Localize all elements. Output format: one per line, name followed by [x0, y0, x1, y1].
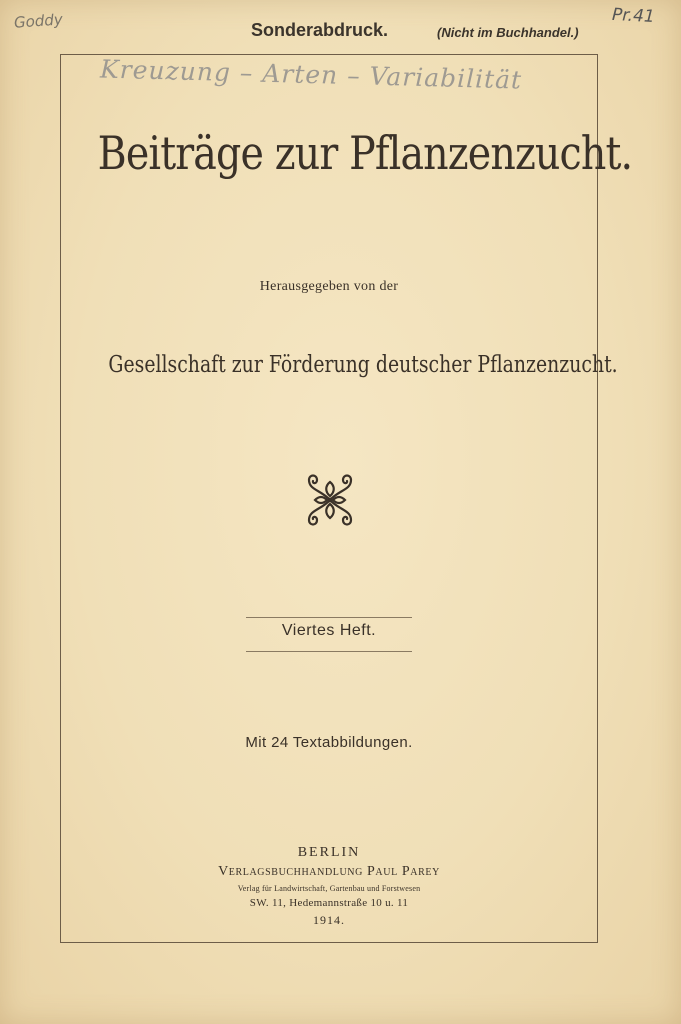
- published-by-line: Herausgegeben von der: [259, 279, 399, 294]
- handwritten-pencil-note: Kreuzung – Arten – Variabilität: [99, 54, 523, 95]
- sonderabdruck-label: Sonderabdruck.: [251, 20, 389, 40]
- society-name: Gesellschaft zur Förderung deutscher Pflanzenzucht.: [108, 352, 618, 378]
- ornament-icon: [303, 472, 357, 528]
- handwritten-shelfmark: Pr.41: [611, 4, 656, 28]
- imprint-city: BERLIN: [297, 845, 361, 860]
- imprint-year: 1914.: [313, 913, 345, 927]
- heft-rule-bottom: [246, 651, 412, 652]
- illustrations-note: Mit 24 Textabbildungen.: [245, 734, 413, 751]
- handwritten-mark-top-left: Goddy: [13, 10, 64, 32]
- imprint-publisher-subtitle: Verlag für Landwirtschaft, Gartenbau und Forstwesen: [237, 884, 421, 893]
- not-for-sale-label: (Nicht im Buchhandel.): [437, 25, 579, 40]
- imprint-address: SW. 11, Hedemannstraße 10 u. 11: [249, 897, 409, 909]
- heft-rule-top: [246, 617, 412, 618]
- journal-title: Beiträge zur Pflanzenzucht.: [97, 126, 633, 180]
- imprint-publisher: Verlagsbuchhandlung Paul Parey: [218, 864, 440, 879]
- issue-label: Viertes Heft.: [281, 622, 377, 639]
